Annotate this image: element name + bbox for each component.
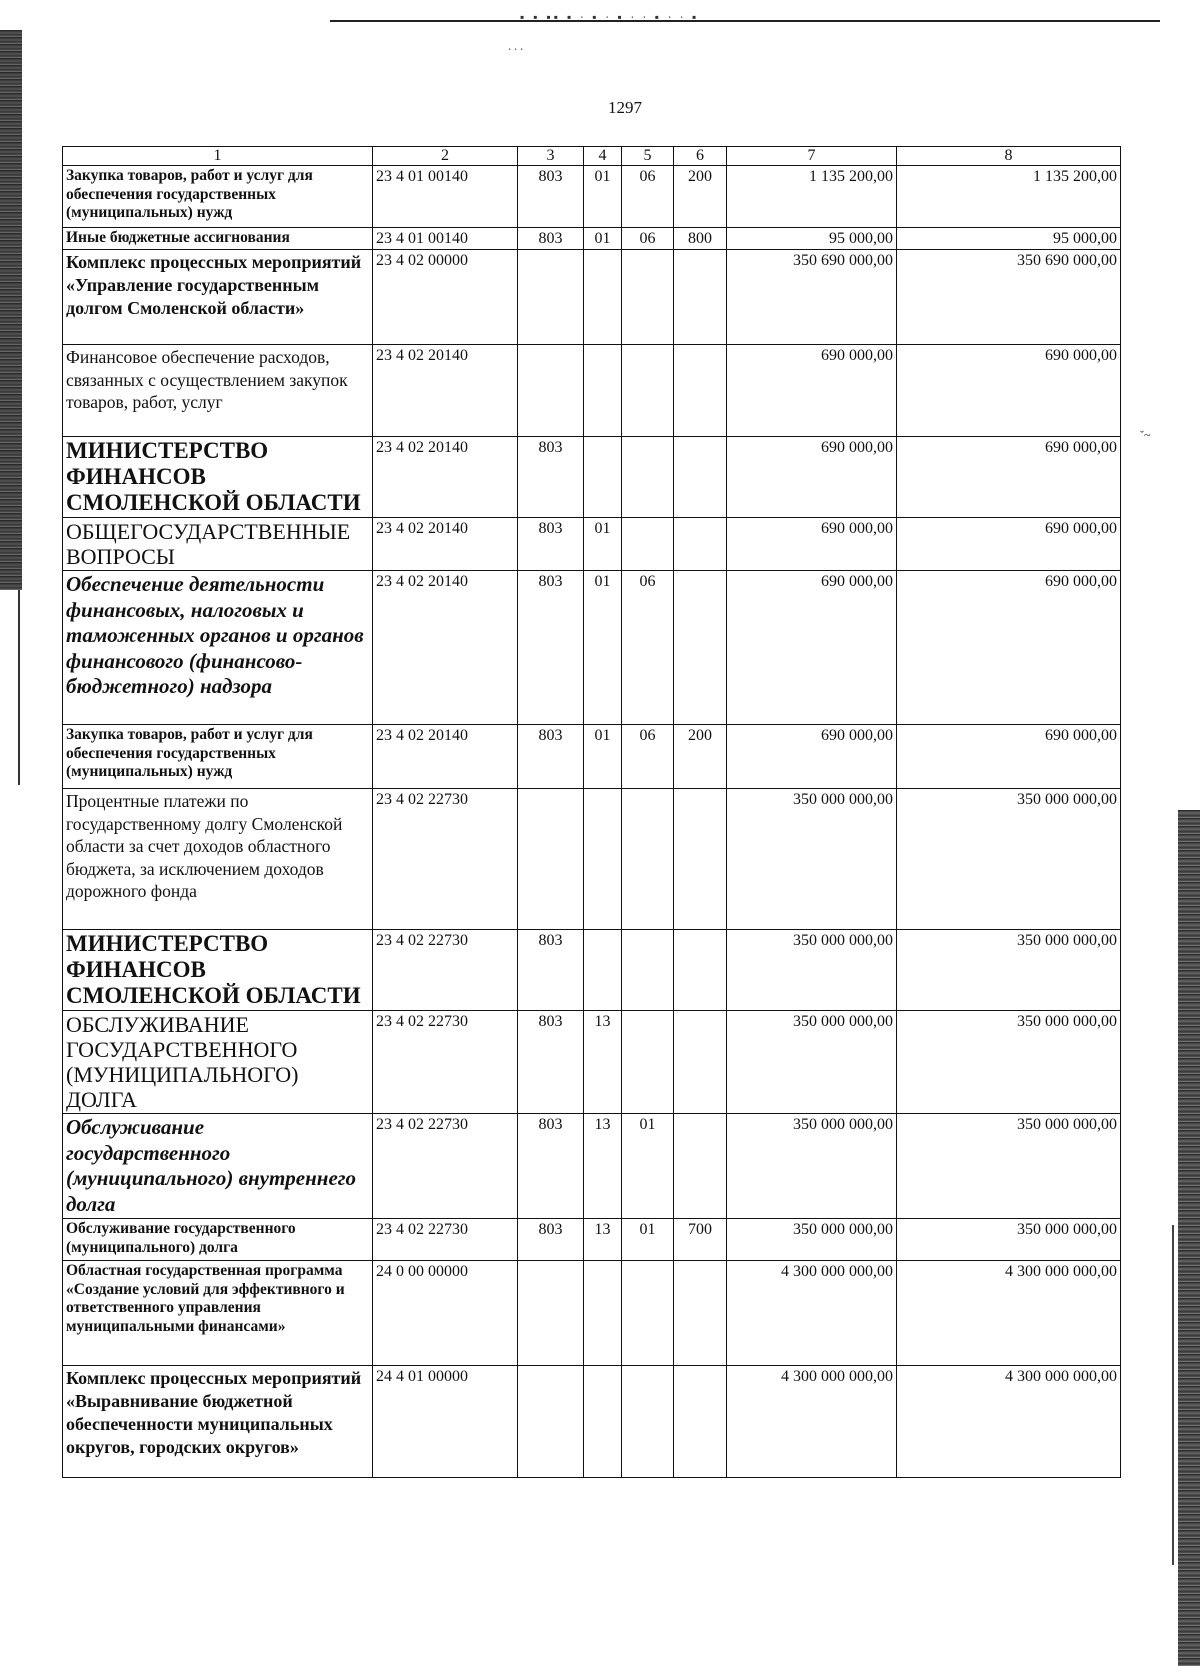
column-header: 6 [674, 147, 727, 166]
table-row [63, 228, 1121, 250]
column-header: 1 [63, 147, 373, 166]
scan-specks: ∙ ∙ ∙ [508, 42, 523, 56]
table-row [63, 345, 1121, 437]
ministry-code [518, 1366, 584, 1478]
subsection-code [622, 437, 674, 518]
table-row [63, 1114, 1121, 1219]
row-name: ОБЩЕГОСУДАРСТВЕННЫЕ ВОПРОСЫ [63, 518, 373, 571]
amount-col-7: 350 000 000,00 [727, 1219, 897, 1261]
ministry-code: 803 [518, 437, 584, 518]
section-code: 01 [584, 571, 622, 725]
column-header: 2 [373, 147, 518, 166]
section-code: 13 [584, 1011, 622, 1114]
ministry-code: 803 [518, 1219, 584, 1261]
amount-col-7: 1 135 200,00 [727, 166, 897, 228]
subsection-code: 06 [622, 571, 674, 725]
row-name: Комплекс процессных мероприятий «Выравнивание бюджетной обеспеченности муниципальных округов, городских округов» [63, 1366, 373, 1478]
section-code: 13 [584, 1219, 622, 1261]
table-row [63, 725, 1121, 789]
subsection-code: 01 [622, 1219, 674, 1261]
column-header: 5 [622, 147, 674, 166]
amount-col-8: 350 000 000,00 [897, 1114, 1121, 1219]
budget-code: 23 4 02 22730 [373, 1114, 518, 1219]
expense-type-code [674, 789, 727, 930]
expense-type-code [674, 1011, 727, 1114]
section-code: 01 [584, 166, 622, 228]
budget-code: 23 4 02 20140 [373, 437, 518, 518]
budget-code: 23 4 02 00000 [373, 250, 518, 345]
column-header: 3 [518, 147, 584, 166]
ministry-code: 803 [518, 518, 584, 571]
scan-edge-right [1178, 810, 1200, 1666]
amount-col-7: 4 300 000 000,00 [727, 1366, 897, 1478]
table-row [63, 518, 1121, 571]
amount-col-7: 690 000,00 [727, 437, 897, 518]
expense-type-code [674, 1366, 727, 1478]
amount-col-7: 95 000,00 [727, 228, 897, 250]
subsection-code [622, 789, 674, 930]
section-code: 01 [584, 518, 622, 571]
expense-type-code: 700 [674, 1219, 727, 1261]
amount-col-8: 690 000,00 [897, 437, 1121, 518]
ministry-code: 803 [518, 228, 584, 250]
amount-col-8: 690 000,00 [897, 571, 1121, 725]
amount-col-8: 1 135 200,00 [897, 166, 1121, 228]
expense-type-code [674, 571, 727, 725]
table-row [63, 250, 1121, 345]
amount-col-7: 690 000,00 [727, 725, 897, 789]
section-code [584, 789, 622, 930]
row-name: Финансовое обеспечение расходов, связанных с осуществлением закупок товаров, работ, услуг [63, 345, 373, 437]
budget-code: 23 4 02 20140 [373, 345, 518, 437]
row-name: МИНИСТЕРСТВО ФИНАНСОВ СМОЛЕНСКОЙ ОБЛАСТИ [63, 930, 373, 1011]
amount-col-8: 350 690 000,00 [897, 250, 1121, 345]
ministry-code: 803 [518, 571, 584, 725]
expense-type-code [674, 437, 727, 518]
budget-code: 24 4 01 00000 [373, 1366, 518, 1478]
expense-type-code [674, 345, 727, 437]
row-name: МИНИСТЕРСТВО ФИНАНСОВ СМОЛЕНСКОЙ ОБЛАСТИ [63, 437, 373, 518]
table-row [63, 1011, 1121, 1114]
row-name: Иные бюджетные ассигнования [63, 228, 373, 250]
amount-col-8: 350 000 000,00 [897, 1219, 1121, 1261]
scan-line-right [1172, 1225, 1174, 1565]
subsection-code: 06 [622, 725, 674, 789]
subsection-code: 01 [622, 1114, 674, 1219]
subsection-code [622, 345, 674, 437]
scan-mark: ˇ~ [1140, 428, 1151, 442]
table-row [63, 1219, 1121, 1261]
table-row [63, 930, 1121, 1011]
subsection-code [622, 1011, 674, 1114]
ministry-code [518, 789, 584, 930]
amount-col-8: 4 300 000 000,00 [897, 1261, 1121, 1366]
row-name: Обеспечение деятельности финансовых, налоговых и таможенных органов и органов финансового (финансово-бюджетного) надзора [63, 571, 373, 725]
table-row [63, 437, 1121, 518]
table-row [63, 571, 1121, 725]
page-number: 1297 [608, 98, 642, 117]
column-header: 7 [727, 147, 897, 166]
row-name: Процентные платежи по государственному долгу Смоленской области за счет доходов областного бюджета, за исключением доходов дорожного фонда [63, 789, 373, 930]
amount-col-8: 350 000 000,00 [897, 789, 1121, 930]
section-code [584, 1366, 622, 1478]
column-header: 4 [584, 147, 622, 166]
expense-type-code [674, 1261, 727, 1366]
amount-col-8: 350 000 000,00 [897, 1011, 1121, 1114]
subsection-code [622, 930, 674, 1011]
section-code [584, 437, 622, 518]
amount-col-8: 95 000,00 [897, 228, 1121, 250]
amount-col-7: 4 300 000 000,00 [727, 1261, 897, 1366]
budget-code: 23 4 02 22730 [373, 1219, 518, 1261]
ministry-code: 803 [518, 1011, 584, 1114]
section-code [584, 930, 622, 1011]
expense-type-code: 800 [674, 228, 727, 250]
budget-code: 23 4 02 20140 [373, 518, 518, 571]
table-row [63, 789, 1121, 930]
row-name: Комплекс процессных мероприятий «Управление государственным долгом Смоленской области» [63, 250, 373, 345]
scan-specks: ▪ ▪ ▪▪ ▪ ∙ ▪ ∙ ▪ ∙ ∙ ▪ ∙ ∙ ▪ [520, 10, 700, 24]
amount-col-7: 350 690 000,00 [727, 250, 897, 345]
subsection-code [622, 518, 674, 571]
ministry-code: 803 [518, 1114, 584, 1219]
budget-code: 23 4 02 22730 [373, 789, 518, 930]
section-code: 13 [584, 1114, 622, 1219]
section-code: 01 [584, 228, 622, 250]
amount-col-8: 690 000,00 [897, 518, 1121, 571]
column-header: 8 [897, 147, 1121, 166]
budget-code: 23 4 01 00140 [373, 166, 518, 228]
row-name: Закупка товаров, работ и услуг для обеспечения государственных (муниципальных) нужд [63, 166, 373, 228]
amount-col-8: 690 000,00 [897, 345, 1121, 437]
amount-col-8: 4 300 000 000,00 [897, 1366, 1121, 1478]
amount-col-7: 350 000 000,00 [727, 1011, 897, 1114]
budget-code: 23 4 02 20140 [373, 571, 518, 725]
section-code [584, 1261, 622, 1366]
table-row [63, 166, 1121, 228]
amount-col-8: 690 000,00 [897, 725, 1121, 789]
ministry-code [518, 1261, 584, 1366]
amount-col-8: 350 000 000,00 [897, 930, 1121, 1011]
row-name: Областная государственная программа «Создание условий для эффективного и ответственного управления муниципальными финансами» [63, 1261, 373, 1366]
budget-code: 23 4 02 22730 [373, 930, 518, 1011]
ministry-code [518, 345, 584, 437]
section-code [584, 250, 622, 345]
budget-code: 23 4 01 00140 [373, 228, 518, 250]
expense-type-code [674, 518, 727, 571]
amount-col-7: 690 000,00 [727, 571, 897, 725]
table-body [63, 166, 1121, 1478]
section-code [584, 345, 622, 437]
subsection-code [622, 1261, 674, 1366]
ministry-code: 803 [518, 930, 584, 1011]
top-rule [330, 20, 1160, 22]
expense-type-code: 200 [674, 725, 727, 789]
budget-code: 23 4 02 20140 [373, 725, 518, 789]
row-name: Закупка товаров, работ и услуг для обеспечения государственных (муниципальных) нужд [63, 725, 373, 789]
amount-col-7: 690 000,00 [727, 518, 897, 571]
expense-type-code: 200 [674, 166, 727, 228]
ministry-code: 803 [518, 166, 584, 228]
amount-col-7: 690 000,00 [727, 345, 897, 437]
subsection-code [622, 1366, 674, 1478]
amount-col-7: 350 000 000,00 [727, 1114, 897, 1219]
section-code: 01 [584, 725, 622, 789]
budget-code: 24 0 00 00000 [373, 1261, 518, 1366]
expense-type-code [674, 250, 727, 345]
subsection-code [622, 250, 674, 345]
row-name: ОБСЛУЖИВАНИЕ ГОСУДАРСТВЕННОГО (МУНИЦИПАЛЬНОГО) ДОЛГА [63, 1011, 373, 1114]
row-name: Обслуживание государственного (муниципального) внутреннего долга [63, 1114, 373, 1219]
table-row [63, 1261, 1121, 1366]
ministry-code: 803 [518, 725, 584, 789]
column-numbers-row [63, 147, 1121, 166]
table-row [63, 1366, 1121, 1478]
ministry-code [518, 250, 584, 345]
amount-col-7: 350 000 000,00 [727, 789, 897, 930]
scan-line-left [18, 590, 20, 785]
amount-col-7: 350 000 000,00 [727, 930, 897, 1011]
budget-table [62, 146, 1121, 1478]
expense-type-code [674, 930, 727, 1011]
budget-code: 23 4 02 22730 [373, 1011, 518, 1114]
expense-type-code [674, 1114, 727, 1219]
subsection-code: 06 [622, 228, 674, 250]
subsection-code: 06 [622, 166, 674, 228]
row-name: Обслуживание государственного (муниципального) долга [63, 1219, 373, 1261]
